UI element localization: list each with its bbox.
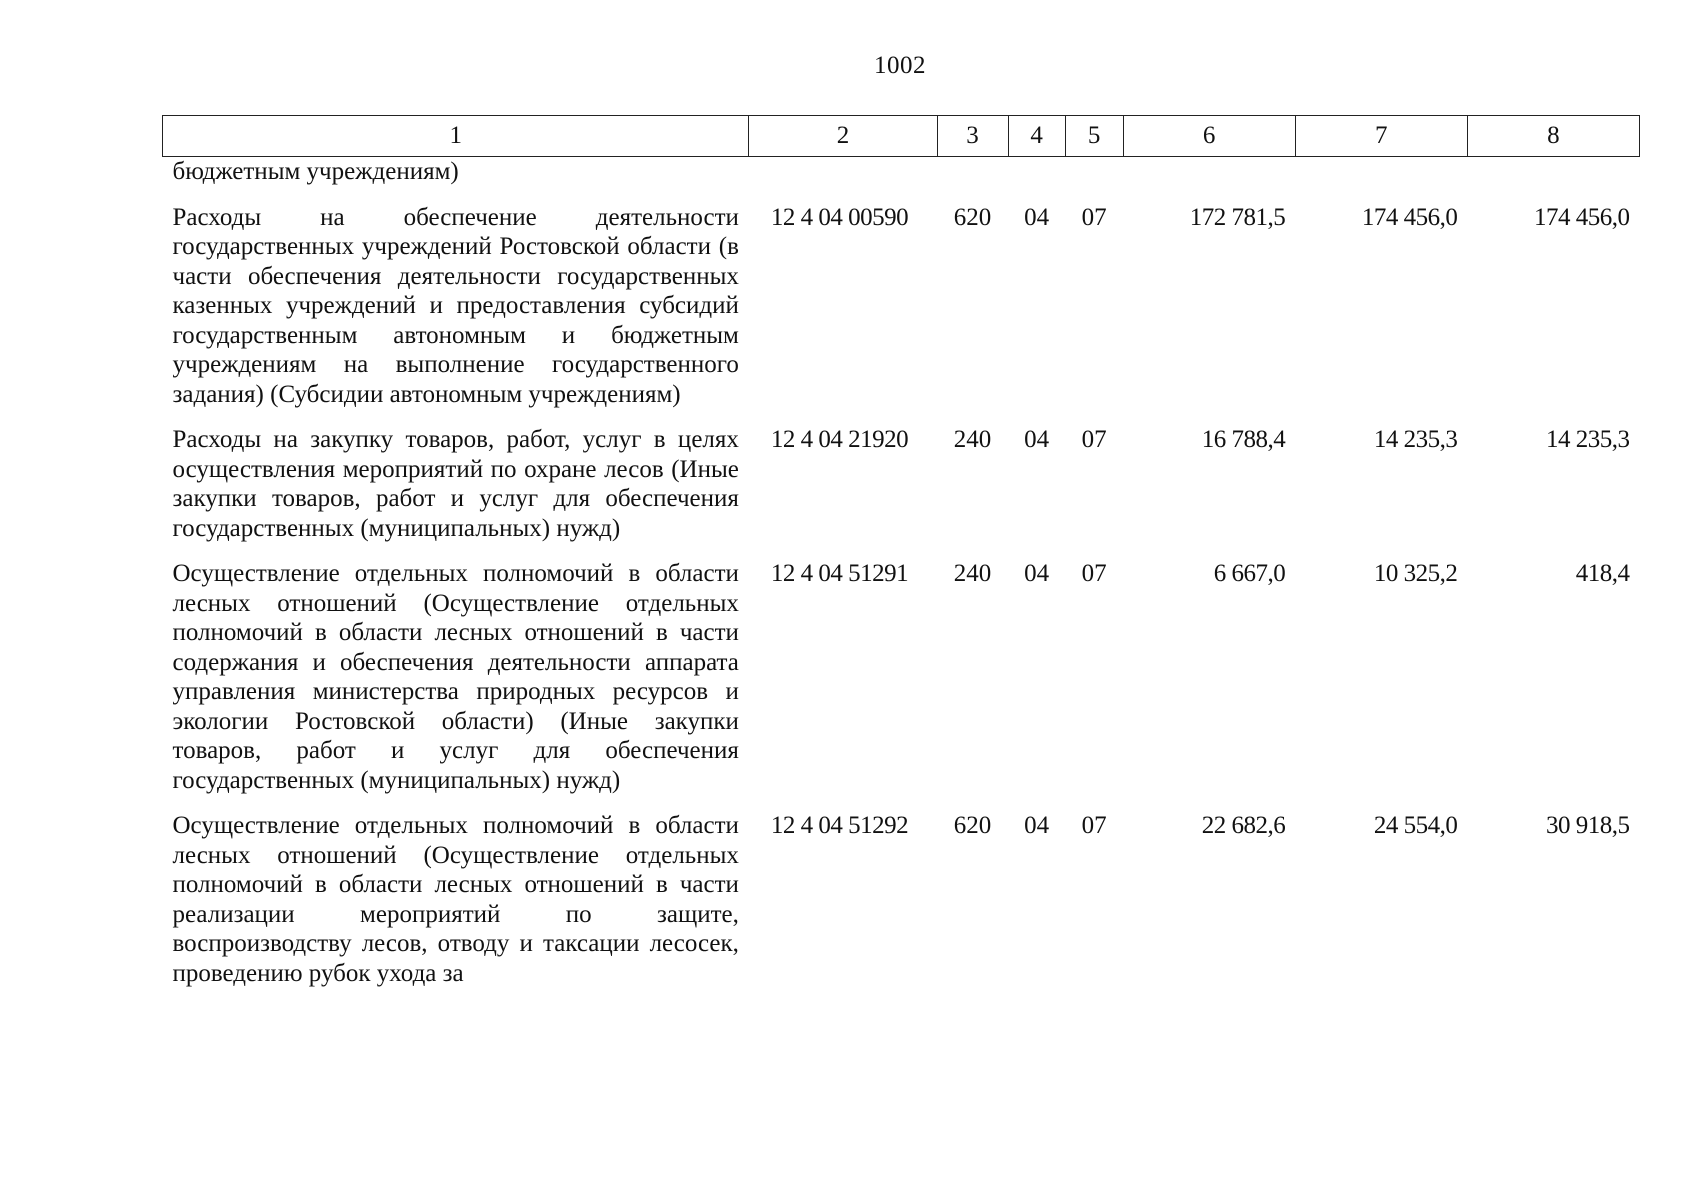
header-col-6: 6	[1123, 116, 1295, 157]
row-code: 12 4 04 00590	[770, 203, 909, 231]
table-row	[163, 417, 1640, 551]
row-col3: 620	[953, 203, 992, 231]
table-header	[163, 116, 1640, 157]
row-col4: 04	[1024, 560, 1050, 587]
header-col-2: 2	[749, 116, 937, 157]
header-row	[163, 116, 1640, 157]
budget-table-container	[162, 115, 1640, 988]
row-col4: 04	[1024, 203, 1050, 231]
row-col7: 24 554,0	[1373, 812, 1458, 839]
table-row	[163, 551, 1640, 803]
header-col-3: 3	[937, 116, 1008, 157]
row-code: 12 4 04 51291	[770, 560, 909, 587]
table-row	[163, 803, 1640, 988]
row-col7: 10 325,2	[1373, 560, 1458, 587]
row-description: Осуществление отдельных полномочий в области лесных отношений (Осуществление отдельных полномочий в области лесных отношений в части реализации мероприятий по защите, воспроизводству лесов, отводу и таксации лесосек, проведению рубок ухода за	[172, 812, 739, 987]
row-col8: 30 918,5	[1546, 812, 1630, 839]
row-description: Осуществление отдельных полномочий в области лесных отношений (Осуществление отдельных полномочий в области лесных отношений в части содержания и обеспечения деятельности аппарата управления министерства природных ресурсов и экологии Ростовской области) (Иные закупки товаров, работ и услуг для обеспечения государственных (муниципальных) нужд)	[172, 560, 739, 794]
table-body	[163, 157, 1640, 989]
budget-table	[162, 115, 1640, 988]
row-col3: 240	[953, 426, 992, 453]
table-row	[163, 195, 1640, 418]
row-col5: 07	[1081, 426, 1107, 453]
page-number: 1002	[874, 52, 926, 79]
row-col5: 07	[1081, 203, 1107, 231]
continuation-text: бюджетным учреждениям)	[172, 158, 459, 185]
row-code: 12 4 04 21920	[770, 426, 909, 453]
row-col7: 174 456,0	[1361, 203, 1458, 231]
row-col3: 240	[953, 560, 992, 587]
row-col7: 14 235,3	[1373, 426, 1458, 453]
row-col6: 172 781,5	[1189, 203, 1286, 231]
row-col5: 07	[1081, 812, 1107, 839]
row-code: 12 4 04 51292	[770, 812, 909, 839]
row-col4: 04	[1024, 812, 1050, 839]
row-description: Расходы на обеспечение деятельности государственных учреждений Ростовской области (в части обеспечения деятельности государственных казенных учреждений и предоставления субсидий государственным автономным и бюджетным учреждениям на выполнение государственного задания) (Субсидии автономным учреждениям)	[172, 203, 739, 408]
header-col-7: 7	[1295, 116, 1467, 157]
row-col6: 16 788,4	[1201, 426, 1286, 453]
row-description: Расходы на закупку товаров, работ, услуг в целях осуществления мероприятий по охране лесов (Иные закупки товаров, работ и услуг для обеспечения государственных (муниципальных) нужд)	[172, 426, 739, 542]
row-col8: 174 456,0	[1534, 203, 1630, 231]
row-col8: 418,4	[1575, 560, 1630, 587]
row-col6: 6 667,0	[1213, 560, 1286, 587]
header-col-4: 4	[1008, 116, 1065, 157]
row-col8: 14 235,3	[1546, 426, 1630, 453]
row-col4: 04	[1024, 426, 1050, 453]
continuation-row	[163, 157, 1640, 195]
header-col-1: 1	[163, 116, 749, 157]
header-col-8: 8	[1467, 116, 1639, 157]
row-col3: 620	[953, 812, 992, 839]
header-col-5: 5	[1065, 116, 1123, 157]
row-col5: 07	[1081, 560, 1107, 587]
row-col6: 22 682,6	[1201, 812, 1286, 839]
